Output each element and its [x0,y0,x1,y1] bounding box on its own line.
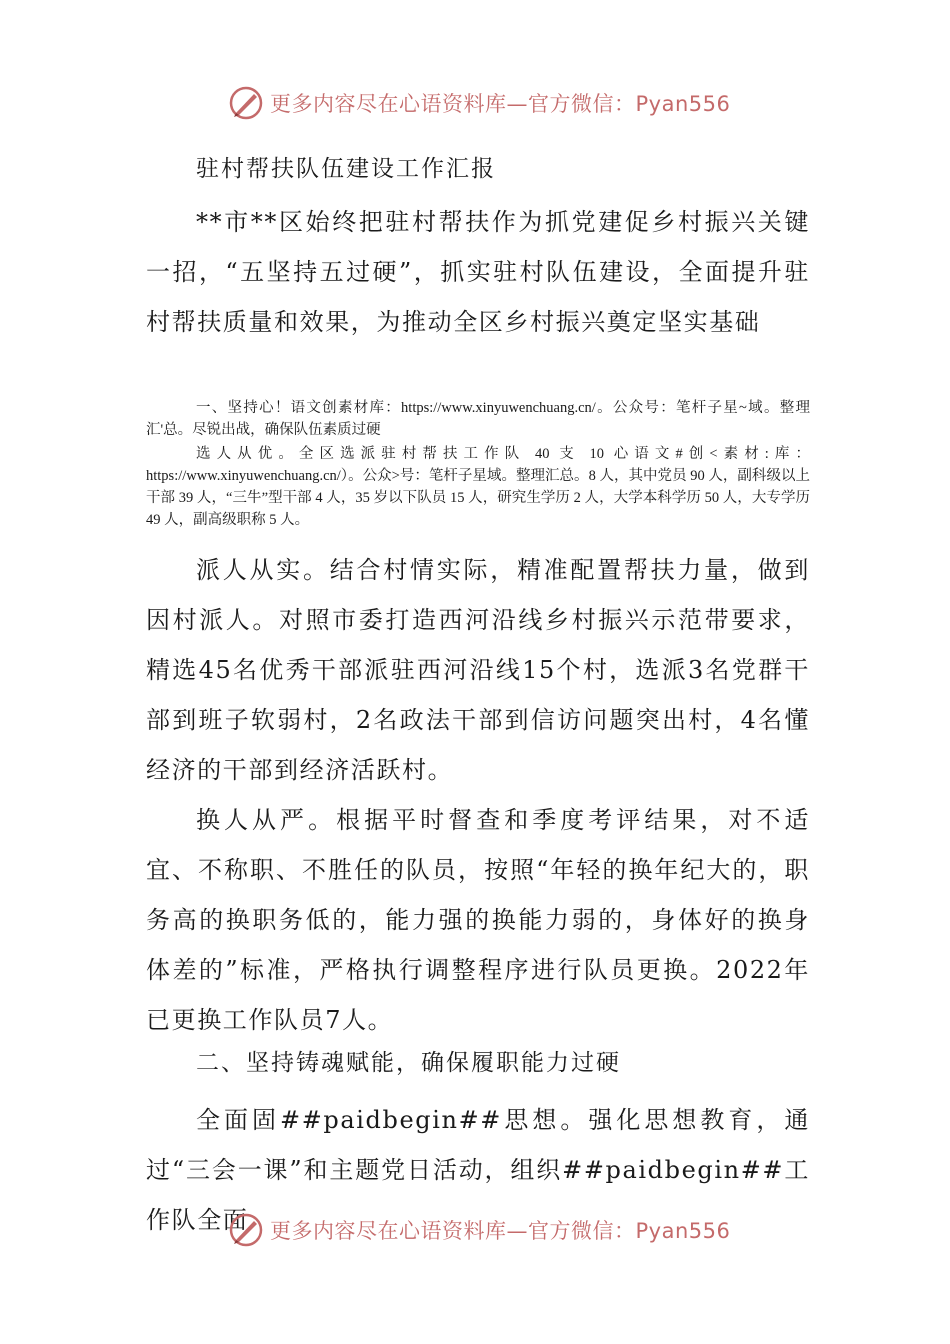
document-title: 驻村帮扶队伍建设工作汇报 [196,156,496,182]
header-banner [228,80,748,126]
section1-paragraph-1: 选人从优。全区选派驻村帮扶工作队 40 支 10 心语文#创<素材:库：https://www.xinyuwenchuang.cn/）。公众>号：笔杆子星域。整理汇总。8 人，其中党员 90 人，副科级以上干部 39 人，“三牛”型干部 4 人，35 岁以下队员 15 人，研究生学历 2 人，大学本科学历 50 人，大专学历 49 人，副高级职称 5 人。 [146,446,810,528]
section1-paragraph-2: 派人从实。结合村情实际，精准配置帮扶力量，做到因村派人。对照市委打造西河沿线乡村振兴示范带要求，精选45名优秀干部派驻西河沿线15个村，选派3名党群干部到班子软弱村，2名政法干部到信访问题突出村，4名懂经济的干部到经济活跃村。 [146,556,810,784]
section2-heading: 二、坚持铸魂赋能，确保履职能力过硬 [196,1050,621,1076]
banner-text: 更多内容尽在心语资料库—官方微信：Pyan556 [270,92,731,116]
intro-paragraph: **市**区始终把驻村帮扶作为抓党建促乡村振兴关键一招，“五坚持五过硬”，抓实驻村队伍建设，全面提升驻村帮扶质量和效果，为推动全区乡村振兴奠定坚实基础 [146,208,810,336]
section1-paragraph-3: 换人从严。根据平时督查和季度考评结果，对不适宜、不称职、不胜任的队员，按照“年轻的换年纪大的，职务高的换职务低的，能力强的换能力弱的，身体好的换身体差的”标准，严格执行调整程序进行队员更换。2022年已更换工作队员7人。 [146,806,810,1034]
section1-heading: 一、坚持心！语文创素材库：https://www.xinyuwenchuang.cn/。公众号：笔杆子星~域。整理汇'总。尽锐出战，确保队伍素质过硬 [146,400,810,438]
banner-text: 更多内容尽在心语资料库—官方微信：Pyan556 [270,1219,731,1243]
pen-logo-icon [228,85,264,121]
footer-banner [228,1207,748,1253]
pen-logo-icon [228,1212,264,1248]
section2-paragraph-1: 全面固##paidbegin##思想。强化思想教育，通过“三会一课”和主题党日活动，组织##paidbegin##工作队全面 [146,1106,810,1234]
